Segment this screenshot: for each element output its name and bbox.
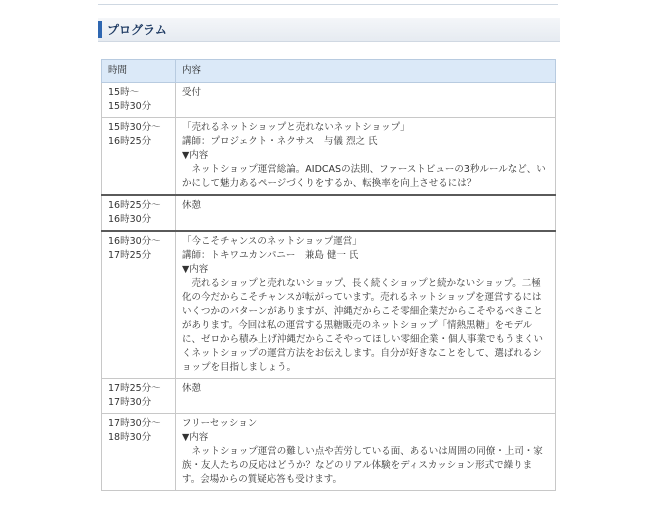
time-end: 17時25分: [108, 250, 152, 261]
time-start: 16時25分～: [108, 200, 161, 211]
table-row: [102, 231, 556, 379]
table-row: [102, 195, 556, 231]
session-title: 休憩: [182, 200, 202, 211]
time-start: 17時30分～: [108, 418, 161, 429]
session-title: 受付: [182, 87, 202, 98]
time-start: 15時30分～: [108, 122, 161, 133]
session-title: フリーセッション: [182, 418, 258, 429]
time-cell: [102, 231, 176, 379]
table-header-row: [102, 60, 556, 83]
session-speaker: 講師：プロジェクト・ネクサス 与儀 烈之 氏: [182, 136, 378, 147]
time-cell: [102, 195, 176, 231]
section-header: [98, 18, 560, 42]
contents-label: ▼内容: [182, 432, 209, 443]
contents-label: ▼内容: [182, 264, 209, 275]
session-title: 「売れるネットショップと売れないネットショップ」: [182, 122, 410, 133]
time-end: 17時30分: [108, 397, 152, 408]
contents-label: ▼内容: [182, 150, 209, 161]
time-end: 16時30分: [108, 214, 152, 225]
content-cell: [176, 83, 556, 118]
time-start: 15時～: [108, 87, 140, 98]
section-accent-bar: [98, 21, 102, 38]
content-cell: [176, 195, 556, 231]
content-cell: [176, 379, 556, 414]
time-end: 16時25分: [108, 136, 152, 147]
table-row: [102, 379, 556, 414]
table-row: [102, 414, 556, 491]
time-cell: [102, 83, 176, 118]
session-speaker: 講師：トキワユカンパニー 兼島 健一 氏: [182, 250, 359, 261]
content-cell: [176, 118, 556, 196]
header-contents: 内容: [176, 60, 556, 83]
session-title: 「今こそチャンスのネットショップ運営」: [182, 236, 362, 247]
time-cell: [102, 118, 176, 196]
program-table: [101, 59, 556, 491]
session-description: 売れるショップと売れないショップ、長く続くショップと続かないショップ。二極化の今だからこそチャンスが転がっています。売れるネットショップを運営するにはいくつかのパターンがありますが、沖縄だからこそ零細企業だからこそやるべきことがあります。今回は私の運営する黒糖販売のネットショップ「情熱黒糖」をモデルに、ゼロから積み上げ沖縄だからこそやってほしい零細企業・個人事業でもうまくいくネットショップの運営方法をお伝えします。自分が好きなことをして、選ばれるショップを目指しましょう。: [182, 278, 544, 373]
time-end: 18時30分: [108, 432, 152, 443]
header-time: 時間: [102, 60, 176, 83]
session-description: ネットショップ運営総論。AIDCASの法則、ファーストビューの3秒ルールなど、いかにして魅力あるページづくりをするか、転換率を向上させるには？: [182, 164, 546, 189]
time-start: 17時25分～: [108, 383, 161, 394]
top-divider: [98, 4, 558, 5]
session-title: 休憩: [182, 383, 202, 394]
time-end: 15時30分: [108, 101, 152, 112]
session-description: ネットショップ運営の難しい点や苦労している面、あるいは周囲の同僚・上司・家族・友人たちの反応はどうか？などのリアル体験をディスカッション形式で繰ります。会場からの質疑応答も受けます。: [182, 446, 543, 485]
table-row: [102, 118, 556, 196]
time-start: 16時30分～: [108, 236, 161, 247]
content-cell: [176, 231, 556, 379]
table-row: [102, 83, 556, 118]
time-cell: [102, 379, 176, 414]
section-title: プログラム: [107, 23, 167, 37]
content-cell: [176, 414, 556, 491]
time-cell: [102, 414, 176, 491]
